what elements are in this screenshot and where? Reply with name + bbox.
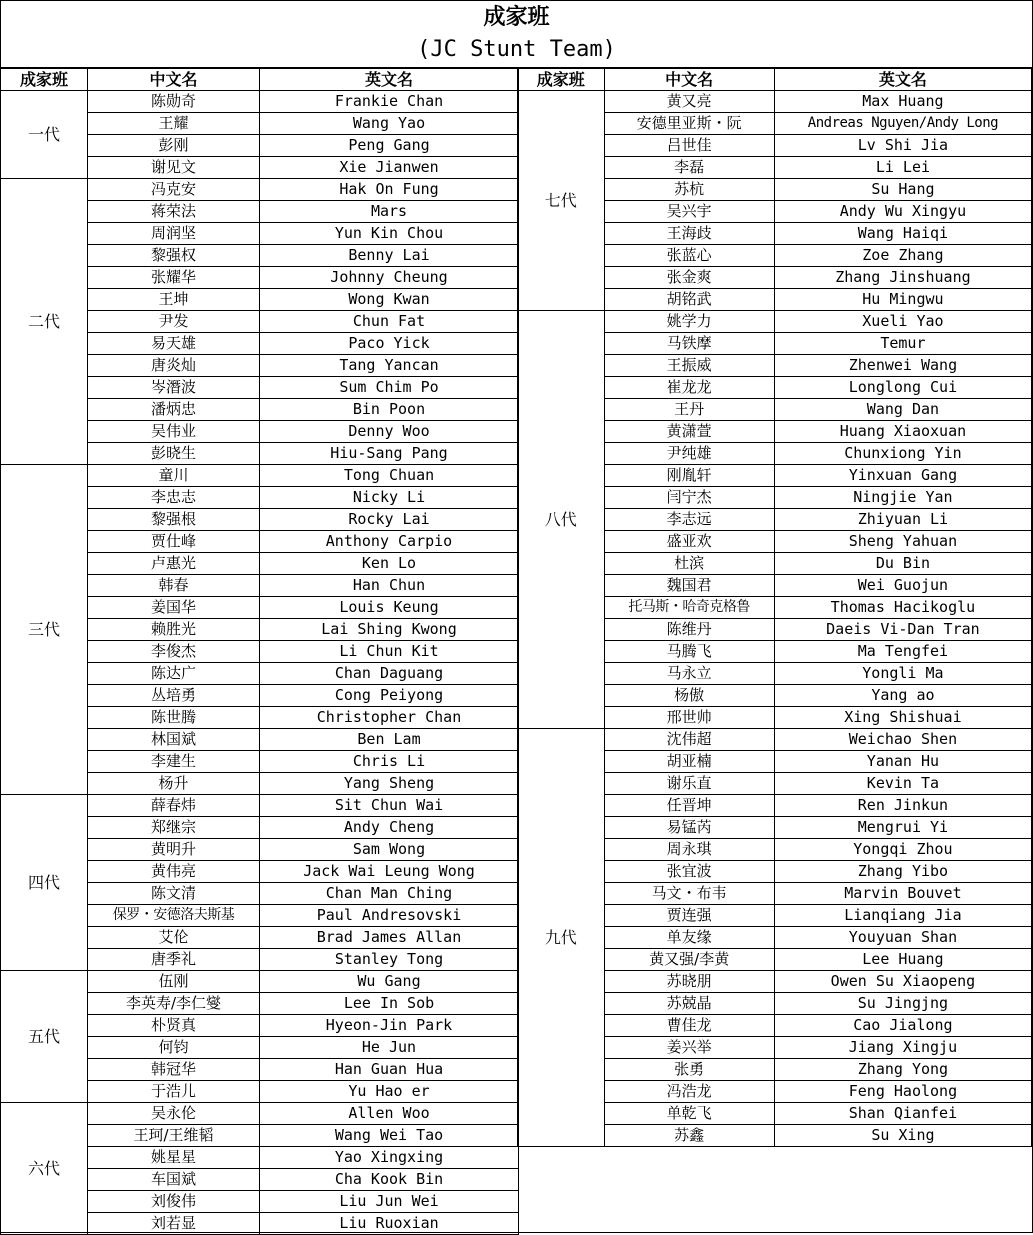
chinese-name-cell: 童川 [88, 465, 260, 487]
sheet-subtitle: (JC Stunt Team) [417, 37, 616, 62]
english-name-cell: Yu Hao er [260, 1081, 519, 1103]
chinese-name-cell: 李建生 [88, 751, 260, 773]
english-name-cell: Jiang Xingju [774, 1037, 1031, 1059]
english-name-cell: Nicky Li [260, 487, 519, 509]
chinese-name-cell: 马腾飞 [604, 641, 774, 663]
table-row [1, 91, 519, 113]
chinese-name-cell: 胡亚楠 [604, 751, 774, 773]
english-name-cell: Shan Qianfei [774, 1103, 1031, 1125]
chinese-name-cell: 于浩儿 [88, 1081, 260, 1103]
chinese-name-cell: 魏国君 [604, 575, 774, 597]
chinese-name-cell: 陈达广 [88, 663, 260, 685]
english-name-cell: Zhang Yong [774, 1059, 1031, 1081]
chinese-name-cell: 曹佳龙 [604, 1015, 774, 1037]
english-name-cell: Daeis Vi-Dan Tran [774, 619, 1031, 641]
chinese-name-cell: 贾连强 [604, 905, 774, 927]
english-name-cell: Benny Lai [260, 245, 519, 267]
english-name-cell: Su Xing [774, 1125, 1031, 1147]
table-row [1, 795, 519, 817]
chinese-name-cell: 马文・布韦 [604, 883, 774, 905]
chinese-name-cell: 唐季礼 [88, 949, 260, 971]
left-roster-body [1, 91, 519, 1235]
english-name-cell: Paul Andresovski [260, 905, 519, 927]
english-name-cell: Ren Jinkun [774, 795, 1031, 817]
english-name-cell: Max Huang [774, 91, 1031, 113]
english-name-cell: Chris Li [260, 751, 519, 773]
chinese-name-cell: 薛春炜 [88, 795, 260, 817]
chinese-name-cell: 杨傲 [604, 685, 774, 707]
chinese-name-cell: 陈维丹 [604, 619, 774, 641]
chinese-name-cell: 伍刚 [88, 971, 260, 993]
table-row [518, 729, 1032, 751]
english-name-cell: Hu Mingwu [774, 289, 1031, 311]
chinese-name-cell: 尹发 [88, 311, 260, 333]
english-name-cell: Ma Tengfei [774, 641, 1031, 663]
header-generation: 成家班 [1, 69, 88, 91]
header-row [1, 69, 519, 91]
generation-label: 五代 [1, 971, 88, 1103]
chinese-name-cell: 唐炎灿 [88, 355, 260, 377]
chinese-name-cell: 姜国华 [88, 597, 260, 619]
chinese-name-cell: 张勇 [604, 1059, 774, 1081]
english-name-cell: Yongqi Zhou [774, 839, 1031, 861]
english-name-cell: Zhiyuan Li [774, 509, 1031, 531]
english-name-cell: Zhenwei Wang [774, 355, 1031, 377]
chinese-name-cell: 李磊 [604, 157, 774, 179]
english-name-cell: Anthony Carpio [260, 531, 519, 553]
chinese-name-cell: 韩冠华 [88, 1059, 260, 1081]
english-name-cell: Peng Gang [260, 135, 519, 157]
chinese-name-cell: 闫宁杰 [604, 487, 774, 509]
chinese-name-cell: 任晋坤 [604, 795, 774, 817]
chinese-name-cell: 朴贤真 [88, 1015, 260, 1037]
chinese-name-cell: 易天雄 [88, 333, 260, 355]
english-name-cell: Youyuan Shan [774, 927, 1031, 949]
right-roster-table [517, 68, 1032, 1147]
english-name-cell: Lee In Sob [260, 993, 519, 1015]
english-name-cell: Su Hang [774, 179, 1031, 201]
chinese-name-cell: 车国斌 [88, 1169, 260, 1191]
english-name-cell: Zoe Zhang [774, 245, 1031, 267]
chinese-name-cell: 陈世腾 [88, 707, 260, 729]
english-name-cell: Hak On Fung [260, 179, 519, 201]
generation-label: 四代 [1, 795, 88, 971]
english-name-cell: Allen Woo [260, 1103, 519, 1125]
chinese-name-cell: 吴兴宇 [604, 201, 774, 223]
english-name-cell: Mars [260, 201, 519, 223]
chinese-name-cell: 彭晓生 [88, 443, 260, 465]
english-name-cell: Frankie Chan [260, 91, 519, 113]
english-name-cell: Lianqiang Jia [774, 905, 1031, 927]
header-chinese-name: 中文名 [88, 69, 260, 91]
chinese-name-cell: 苏杭 [604, 179, 774, 201]
english-name-cell: Lee Huang [774, 949, 1031, 971]
english-name-cell: Thomas Hacikoglu [774, 597, 1031, 619]
chinese-name-cell: 艾伦 [88, 927, 260, 949]
chinese-name-cell: 李英寿/李仁燮 [88, 993, 260, 1015]
chinese-name-cell: 刘俊伟 [88, 1191, 260, 1213]
generation-label: 九代 [518, 729, 605, 1147]
english-name-cell: Chunxiong Yin [774, 443, 1031, 465]
english-name-cell: Wang Haiqi [774, 223, 1031, 245]
english-name-cell: Cao Jialong [774, 1015, 1031, 1037]
generation-label: 三代 [1, 465, 88, 795]
english-name-cell: Ningjie Yan [774, 487, 1031, 509]
chinese-name-cell: 苏兢晶 [604, 993, 774, 1015]
chinese-name-cell: 苏晓朋 [604, 971, 774, 993]
header-chinese-name: 中文名 [604, 69, 774, 91]
generation-label: 七代 [518, 91, 605, 311]
english-name-cell: Ken Lo [260, 553, 519, 575]
english-name-cell: Paco Yick [260, 333, 519, 355]
english-name-cell: Sam Wong [260, 839, 519, 861]
english-name-cell: Liu Ruoxian [260, 1213, 519, 1235]
chinese-name-cell: 王海歧 [604, 223, 774, 245]
table-row [1, 179, 519, 201]
english-name-cell: Yang ao [774, 685, 1031, 707]
chinese-name-cell: 何钧 [88, 1037, 260, 1059]
chinese-name-cell: 林国斌 [88, 729, 260, 751]
english-name-cell: Su Jingjng [774, 993, 1031, 1015]
chinese-name-cell: 彭刚 [88, 135, 260, 157]
chinese-name-cell: 冯克安 [88, 179, 260, 201]
generation-label: 二代 [1, 179, 88, 465]
chinese-name-cell: 杜滨 [604, 553, 774, 575]
english-name-cell: Yinxuan Gang [774, 465, 1031, 487]
chinese-name-cell: 姚学力 [604, 311, 774, 333]
chinese-name-cell: 苏鑫 [604, 1125, 774, 1147]
chinese-name-cell: 胡铭武 [604, 289, 774, 311]
english-name-cell: Feng Haolong [774, 1081, 1031, 1103]
chinese-name-cell: 尹纯雄 [604, 443, 774, 465]
chinese-name-cell: 刘若显 [88, 1213, 260, 1235]
chinese-name-cell: 黄又亮 [604, 91, 774, 113]
chinese-name-cell: 张耀华 [88, 267, 260, 289]
chinese-name-cell: 刚胤轩 [604, 465, 774, 487]
english-name-cell: Hiu-Sang Pang [260, 443, 519, 465]
chinese-name-cell: 王丹 [604, 399, 774, 421]
english-name-cell: Bin Poon [260, 399, 519, 421]
chinese-name-cell: 黄明升 [88, 839, 260, 861]
chinese-name-cell: 黄潇萱 [604, 421, 774, 443]
table-row [518, 311, 1032, 333]
english-name-cell: Li Chun Kit [260, 641, 519, 663]
english-name-cell: Sheng Yahuan [774, 531, 1031, 553]
english-name-cell: Huang Xiaoxuan [774, 421, 1031, 443]
chinese-name-cell: 李俊杰 [88, 641, 260, 663]
chinese-name-cell: 蒋荣法 [88, 201, 260, 223]
chinese-name-cell: 卢惠光 [88, 553, 260, 575]
english-name-cell: Wang Wei Tao [260, 1125, 519, 1147]
chinese-name-cell: 黎强权 [88, 245, 260, 267]
chinese-name-cell: 邢世帅 [604, 707, 774, 729]
chinese-name-cell: 盛亚欢 [604, 531, 774, 553]
english-name-cell: Longlong Cui [774, 377, 1031, 399]
english-name-cell: Xueli Yao [774, 311, 1031, 333]
chinese-name-cell: 张蓝心 [604, 245, 774, 267]
english-name-cell: Brad James Allan [260, 927, 519, 949]
chinese-name-cell: 张宜波 [604, 861, 774, 883]
table-row [1, 465, 519, 487]
chinese-name-cell: 谢乐直 [604, 773, 774, 795]
chinese-name-cell: 韩春 [88, 575, 260, 597]
english-name-cell: Cong Peiyong [260, 685, 519, 707]
header-generation: 成家班 [518, 69, 605, 91]
english-name-cell: Wu Gang [260, 971, 519, 993]
sheet-title: 成家班 [483, 5, 550, 30]
english-name-cell: Liu Jun Wei [260, 1191, 519, 1213]
header-english-name: 英文名 [260, 69, 519, 91]
english-name-cell: Denny Woo [260, 421, 519, 443]
english-name-cell: Lai Shing Kwong [260, 619, 519, 641]
chinese-name-cell: 保罗・安德洛夫斯基 [88, 905, 260, 927]
english-name-cell: Johnny Cheung [260, 267, 519, 289]
english-name-cell: Tang Yancan [260, 355, 519, 377]
generation-label: 一代 [1, 91, 88, 179]
english-name-cell: Owen Su Xiaopeng [774, 971, 1031, 993]
chinese-name-cell: 吴永伦 [88, 1103, 260, 1125]
english-name-cell: Mengrui Yi [774, 817, 1031, 839]
chinese-name-cell: 安德里亚斯・阮 [604, 113, 774, 135]
chinese-name-cell: 吕世佳 [604, 135, 774, 157]
english-name-cell: Louis Keung [260, 597, 519, 619]
chinese-name-cell: 陈勋奇 [88, 91, 260, 113]
english-name-cell: Du Bin [774, 553, 1031, 575]
generation-label: 六代 [1, 1103, 88, 1235]
chinese-name-cell: 王振威 [604, 355, 774, 377]
english-name-cell: Han Guan Hua [260, 1059, 519, 1081]
table-row [1, 971, 519, 993]
chinese-name-cell: 贾仕峰 [88, 531, 260, 553]
english-name-cell: Wong Kwan [260, 289, 519, 311]
chinese-name-cell: 单友缘 [604, 927, 774, 949]
english-name-cell: Yao Xingxing [260, 1147, 519, 1169]
chinese-name-cell: 李志远 [604, 509, 774, 531]
generation-label: 八代 [518, 311, 605, 729]
chinese-name-cell: 姚星星 [88, 1147, 260, 1169]
chinese-name-cell: 谢见文 [88, 157, 260, 179]
english-name-cell: Christopher Chan [260, 707, 519, 729]
english-name-cell: Weichao Shen [774, 729, 1031, 751]
table-row [1, 1103, 519, 1125]
english-name-cell: Andy Wu Xingyu [774, 201, 1031, 223]
chinese-name-cell: 王耀 [88, 113, 260, 135]
english-name-cell: Ben Lam [260, 729, 519, 751]
english-name-cell: Chan Man Ching [260, 883, 519, 905]
chinese-name-cell: 托马斯・哈奇克格鲁 [604, 597, 774, 619]
english-name-cell: Sum Chim Po [260, 377, 519, 399]
english-name-cell: Wang Dan [774, 399, 1031, 421]
chinese-name-cell: 赖胜光 [88, 619, 260, 641]
chinese-name-cell: 马铁摩 [604, 333, 774, 355]
chinese-name-cell: 周润坚 [88, 223, 260, 245]
header-row [518, 69, 1032, 91]
english-name-cell: Zhang Yibo [774, 861, 1031, 883]
english-name-cell: Marvin Bouvet [774, 883, 1031, 905]
table-row [518, 91, 1032, 113]
title-block [1, 1, 1032, 68]
english-name-cell: Han Chun [260, 575, 519, 597]
chinese-name-cell: 吴伟业 [88, 421, 260, 443]
header-english-name: 英文名 [774, 69, 1031, 91]
english-name-cell: Chun Fat [260, 311, 519, 333]
english-name-cell: Xing Shishuai [774, 707, 1031, 729]
english-name-cell: Cha Kook Bin [260, 1169, 519, 1191]
chinese-name-cell: 黄又强/李黄 [604, 949, 774, 971]
english-name-cell: Temur [774, 333, 1031, 355]
chinese-name-cell: 黄伟亮 [88, 861, 260, 883]
chinese-name-cell: 李忠志 [88, 487, 260, 509]
chinese-name-cell: 崔龙龙 [604, 377, 774, 399]
english-name-cell: Wei Guojun [774, 575, 1031, 597]
english-name-cell: Jack Wai Leung Wong [260, 861, 519, 883]
chinese-name-cell: 周永琪 [604, 839, 774, 861]
english-name-cell: Andy Cheng [260, 817, 519, 839]
english-name-cell: Kevin Ta [774, 773, 1031, 795]
chinese-name-cell: 姜兴举 [604, 1037, 774, 1059]
english-name-cell: He Jun [260, 1037, 519, 1059]
chinese-name-cell: 冯浩龙 [604, 1081, 774, 1103]
english-name-cell: Yongli Ma [774, 663, 1031, 685]
chinese-name-cell: 郑继宗 [88, 817, 260, 839]
english-name-cell: Rocky Lai [260, 509, 519, 531]
english-name-cell: Tong Chuan [260, 465, 519, 487]
chinese-name-cell: 岑潛波 [88, 377, 260, 399]
english-name-cell: Yun Kin Chou [260, 223, 519, 245]
english-name-cell: Hyeon-Jin Park [260, 1015, 519, 1037]
english-name-cell: Andreas Nguyen/Andy Long [774, 113, 1031, 135]
english-name-cell: Lv Shi Jia [774, 135, 1031, 157]
right-roster-body [518, 91, 1032, 1147]
chinese-name-cell: 陈文清 [88, 883, 260, 905]
chinese-name-cell: 黎强根 [88, 509, 260, 531]
chinese-name-cell: 丛培勇 [88, 685, 260, 707]
english-name-cell: Wang Yao [260, 113, 519, 135]
english-name-cell: Stanley Tong [260, 949, 519, 971]
chinese-name-cell: 王珂/王维韬 [88, 1125, 260, 1147]
english-name-cell: Chan Daguang [260, 663, 519, 685]
english-name-cell: Li Lei [774, 157, 1031, 179]
chinese-name-cell: 王坤 [88, 289, 260, 311]
chinese-name-cell: 单乾飞 [604, 1103, 774, 1125]
english-name-cell: Sit Chun Wai [260, 795, 519, 817]
chinese-name-cell: 张金爽 [604, 267, 774, 289]
chinese-name-cell: 潘炳忠 [88, 399, 260, 421]
chinese-name-cell: 易锰芮 [604, 817, 774, 839]
chinese-name-cell: 杨升 [88, 773, 260, 795]
english-name-cell: Yang Sheng [260, 773, 519, 795]
left-roster-table [0, 68, 519, 1235]
chinese-name-cell: 沈伟超 [604, 729, 774, 751]
chinese-name-cell: 马永立 [604, 663, 774, 685]
english-name-cell: Xie Jianwen [260, 157, 519, 179]
english-name-cell: Zhang Jinshuang [774, 267, 1031, 289]
english-name-cell: Yanan Hu [774, 751, 1031, 773]
